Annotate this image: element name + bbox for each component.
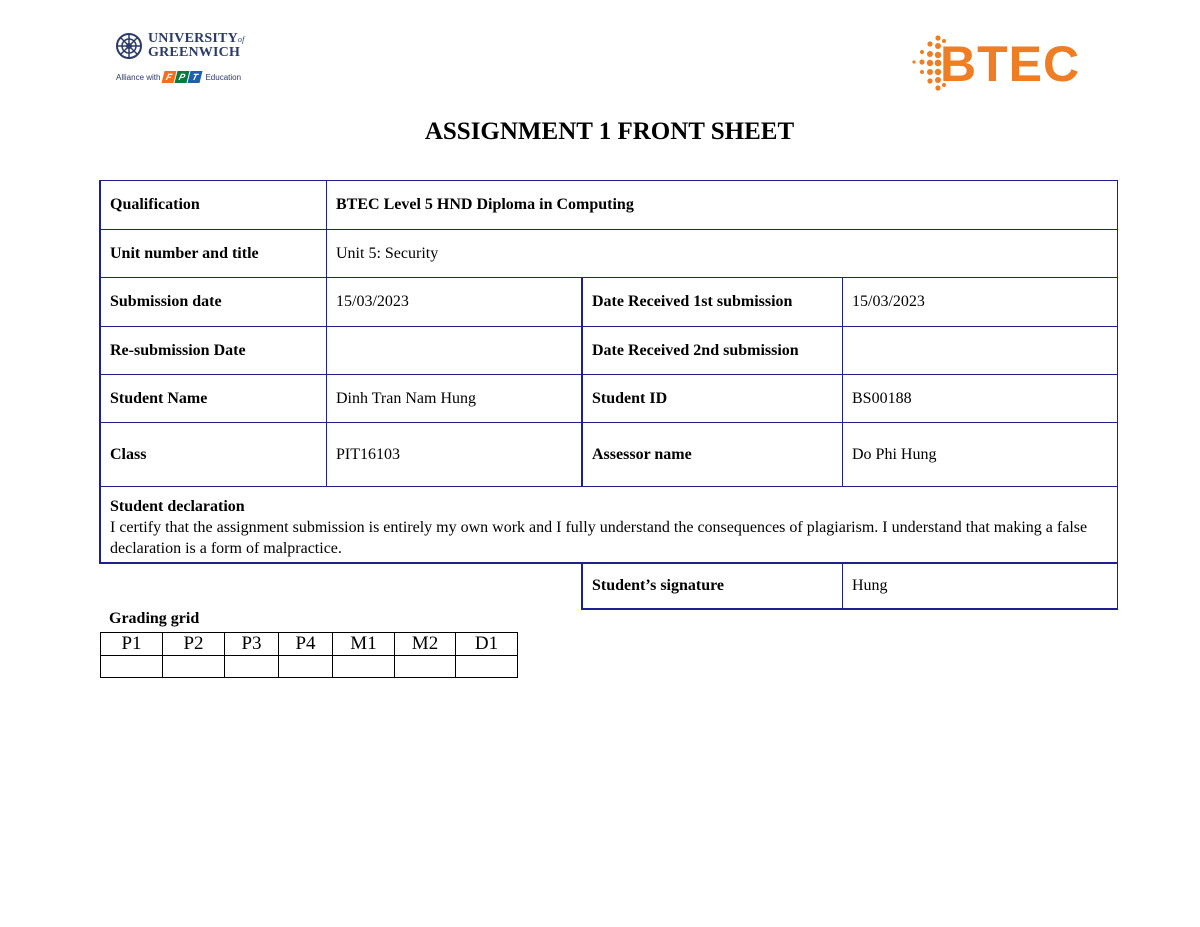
- grade-header-m2: M2: [395, 633, 456, 656]
- student-id-label: Student ID: [581, 374, 843, 423]
- btec-logo: [908, 32, 1098, 92]
- grading-header-row: [101, 633, 518, 656]
- date-received-2-value: [842, 326, 1118, 375]
- alliance-suffix: Education: [205, 72, 242, 82]
- grade-header-p1: P1: [101, 633, 163, 656]
- grade-value-p2[interactable]: [163, 656, 225, 678]
- fpt-letter-f: F: [162, 71, 177, 83]
- fpt-letter-t: T: [188, 71, 203, 83]
- submission-date-value: 15/03/2023: [326, 277, 582, 327]
- student-declaration: [99, 486, 1118, 564]
- grading-value-row: [101, 656, 518, 678]
- declaration-text: I certify that the assignment submission is entirely my own work and I fully understand the consequences of plagiarism. I understand that making a false declaration is a form of malpractice.: [110, 519, 1088, 557]
- grade-value-d1[interactable]: [456, 656, 518, 678]
- student-id-value: BS00188: [842, 374, 1118, 423]
- greenwich-line1: UNIVERSITY: [148, 31, 238, 46]
- fpt-letter-p: P: [175, 71, 190, 83]
- grading-grid: [100, 632, 518, 678]
- signature-label: Student’s signature: [581, 563, 843, 610]
- resubmission-value: [326, 326, 582, 375]
- grade-header-p3: P3: [225, 633, 279, 656]
- alliance-prefix: Alliance with: [116, 72, 161, 82]
- submission-date-label: Submission date: [99, 277, 327, 327]
- grade-value-m1[interactable]: [333, 656, 395, 678]
- fpt-logo: [163, 71, 202, 83]
- qualification-label: Qualification: [99, 180, 327, 230]
- grade-header-p2: P2: [163, 633, 225, 656]
- signature-value: Hung: [842, 563, 1118, 610]
- grade-value-p3[interactable]: [225, 656, 279, 678]
- declaration-heading: Student declaration: [110, 498, 245, 515]
- class-label: Class: [99, 422, 327, 487]
- unit-value: Unit 5: Security: [326, 229, 1118, 278]
- page-title: ASSIGNMENT 1 FRONT SHEET: [424, 118, 795, 145]
- grade-value-m2[interactable]: [395, 656, 456, 678]
- student-name-label: Student Name: [99, 374, 327, 423]
- grade-header-p4: P4: [279, 633, 333, 656]
- greenwich-of: of: [237, 35, 245, 44]
- grading-grid-title: Grading grid: [109, 610, 200, 627]
- greenwich-line2: GREENWICH: [148, 45, 241, 60]
- grade-value-p4[interactable]: [279, 656, 333, 678]
- date-received-2-label: Date Received 2nd submission: [581, 326, 843, 375]
- assessor-value: Do Phi Hung: [842, 422, 1118, 487]
- grade-header-m1: M1: [333, 633, 395, 656]
- greenwich-crest-icon: [116, 33, 142, 59]
- university-of-greenwich-logo: [116, 32, 256, 96]
- date-received-1-label: Date Received 1st submission: [581, 277, 843, 327]
- btec-wordmark: BTEC: [940, 36, 1081, 92]
- assessor-label: Assessor name: [581, 422, 843, 487]
- qualification-value: BTEC Level 5 HND Diploma in Computing: [326, 180, 1118, 230]
- grade-header-d1: D1: [456, 633, 518, 656]
- student-name-value: Dinh Tran Nam Hung: [326, 374, 582, 423]
- date-received-1-value: 15/03/2023: [842, 277, 1118, 327]
- unit-label: Unit number and title: [99, 229, 327, 278]
- grade-value-p1[interactable]: [101, 656, 163, 678]
- class-value: PIT16103: [326, 422, 582, 487]
- resubmission-label: Re-submission Date: [99, 326, 327, 375]
